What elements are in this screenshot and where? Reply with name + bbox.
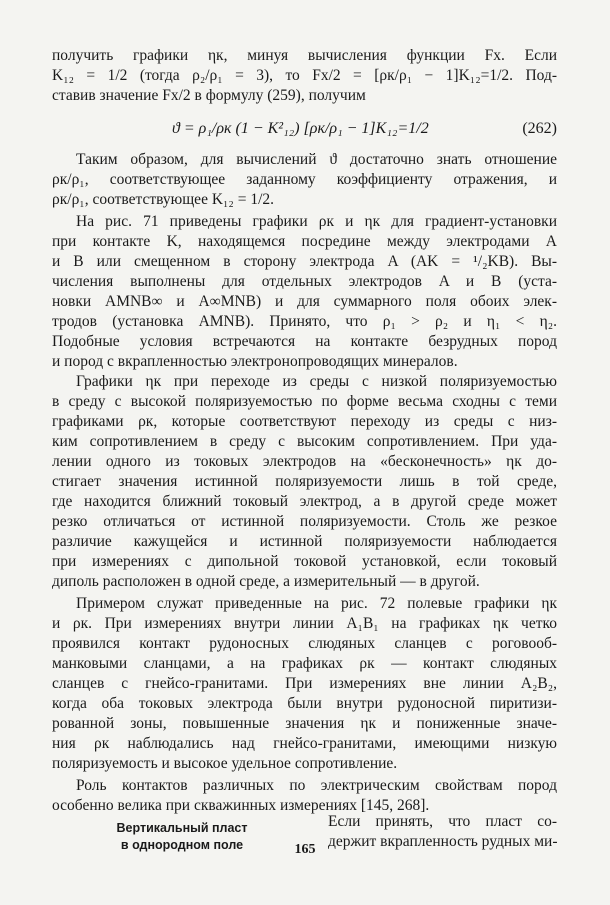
text-line: На рис. 71 приведены графики ρк и ηк для градиент-установки (76, 213, 557, 230)
text-line: поляризуемость и высокое удельное сопротивление. (52, 755, 398, 772)
text-line: при измерениях с дипольной токовой установкой, если токовый (52, 553, 557, 570)
text-line: сланцев с гнейсо-гранитами. При измерениях вне линии A₂B₂, (52, 675, 557, 692)
text-line: и ρк. При измерениях внутри линии A₁B₁ на графиках ηк четко (52, 615, 557, 632)
page-number: 165 (294, 842, 316, 857)
text-line: различие кажущейся и истинной поляризуемости наблюдается (52, 533, 557, 550)
text-line: когда оба токовых электрода были внутри рудоносной пиритизи- (52, 695, 557, 712)
text-line: ρк/ρ₁, соответствующее заданному коэффициенту отражения, и (52, 171, 557, 188)
text-line: лении одного из токовых электродов на «бесконечность» ηк до- (52, 453, 557, 470)
text-line: тродов (установка AMNB). Принято, что ρ₁ > ρ₂ и η₁ < η₂. (52, 313, 557, 330)
text-line: Таким образом, для вычислений ϑ достаточно знать отношение (76, 151, 557, 168)
text-line: рованной зоны, повышенные значения ηк и пониженные значе- (52, 715, 557, 732)
text-line: графиками ρк, которые соответствуют переходу из среды с низ- (52, 413, 557, 430)
text-line: особенно велика при скважинных измерениях [145, 268]. (52, 797, 430, 814)
text-line: ния ρк наблюдались над гнейсо-гранитами, имеющими низкую (52, 735, 557, 752)
text-line: получить графики ηк, минуя вычисления функции Fx. Если (52, 47, 557, 64)
text-line: K₁₂ = 1/2 (тогда ρ₂/ρ₁ = 3), то Fx/2 = [ρк/ρ₁ − 1]K₁₂=1/2. Под- (52, 67, 557, 84)
text-line: манковыми сланцами, а на графиках ρк — контакт слюдяных (52, 655, 557, 672)
text-line: числения выполнены для отдельных электродов A и B (уста- (52, 273, 557, 290)
text-line: резко отличаться от истинной поляризуемости. Столь же резкое (52, 513, 557, 530)
section-heading-line: Вертикальный пласт (116, 821, 248, 835)
text-line: Примером служат приведенные на рис. 72 полевые графики ηк (76, 595, 557, 612)
text-line: Роль контактов различных по электрическим свойствам пород (76, 777, 557, 794)
text-line: Графики ηк при переходе из среды с низкой поляризуемостью (76, 373, 557, 390)
text-line: Если принять, что пласт со- (328, 813, 557, 830)
text-line: и B или смещенном в сторону электрода A (AK = ¹/₂KB). Вы- (52, 253, 557, 270)
text-line: ставив значение Fx/2 в формулу (259), получим (52, 87, 366, 104)
text-line: в среду с высокой поляризуемостью по форме весьма сходны с теми (52, 393, 557, 410)
text-line: новки AMNB∞ и A∞MNB) и для суммарного поля обоих элек- (52, 293, 557, 310)
equation-number: (262) (522, 120, 557, 137)
text-line: где находится ближний токовый электрод, а в другой среде может (52, 493, 557, 510)
text-line: и пород с вкрапленностью электронопроводящих минералов. (52, 353, 458, 370)
text-line: ρк/ρ₁, соответствующее K₁₂ = 1/2. (52, 191, 274, 208)
equation-body: ϑ = ρ₁/ρк (1 − K²₁₂) [ρк/ρ₁ − 1]K₁₂=1/2 (172, 120, 429, 137)
text-line: проявился контакт рудоносных слюдяных сланцев с роговооб- (52, 635, 557, 652)
equation-262 (52, 108, 557, 152)
text-line: при контакте K, находящемся посредине между электродами A (52, 233, 557, 250)
text-line: Подобные условия встречаются на контакте безрудных пород (52, 333, 557, 350)
section-heading-line: в однородном поле (120, 838, 244, 852)
text-line: ким сопротивлением в среду с высоким сопротивлением. При уда- (52, 433, 557, 450)
text-line: держит вкрапленность рудных ми- (328, 833, 557, 850)
text-line: стигает значения истинной поляризуемости лишь в той среде, (52, 473, 557, 490)
text-line: диполь расположен в одной среде, а измерительный — в другой. (52, 573, 480, 590)
